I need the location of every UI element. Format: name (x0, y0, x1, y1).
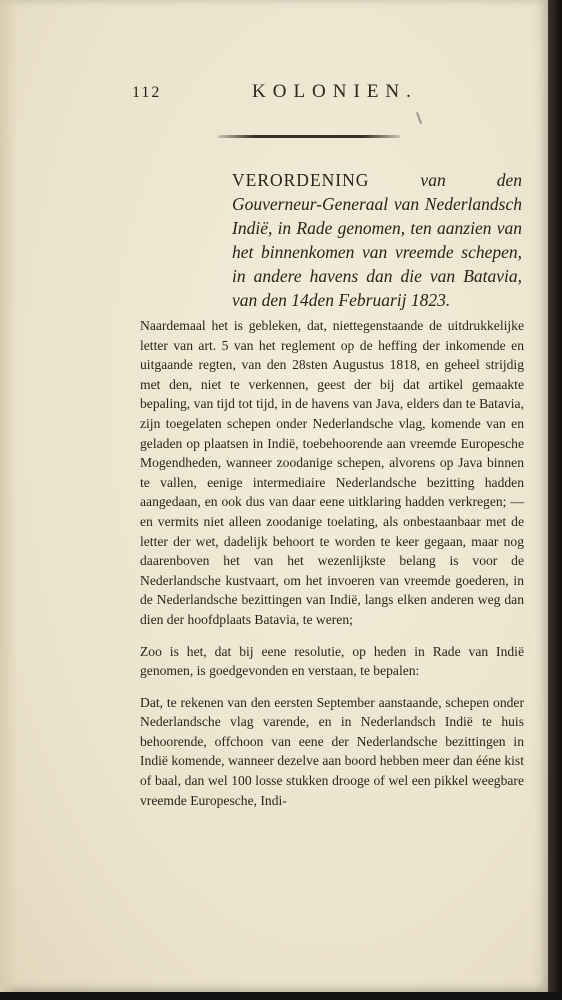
page-header (0, 81, 548, 108)
ordinance-title (232, 168, 522, 312)
ordinance-title-text: van den Gouverneur-Generaal van Nederlandsch Indië, in Rade genomen, ten aanzien van het binnenkomen van vreemde schepen, in andere havens dan die van Batavia, van den 14den Februarij 1823. (232, 170, 522, 310)
body-text (140, 316, 524, 822)
paragraph-3: Dat, te rekenen van den eersten September aanstaande, schepen onder Nederlandsche vlag varende, en in Nederlandsch Indië te huis behoorende, offchoon van eene der Nederlandsche bezittingen in Indië komende, wanneer dezelve aan boord hebben meer dan éénе kist of baal, dan wel 100 losse stukken drooge of wel een pikkel weegbare vreemde Europesche, Indi- (140, 694, 524, 808)
page-binding-shadow (0, 0, 18, 992)
running-title: KOLONIEN. (252, 81, 418, 102)
paragraph-1: Naardemaal het is gebleken, dat, niettegenstaande de uitdrukkelijke letter van art. 5 van het reglement op de heffing der inkomende en uitgaande regten, van den 28sten Augustus 1818, en geheel strijdig met den, niet te verkennen, geest der bij dat artikel gemaakte bepaling, van tijd tot tijd, in de havens van Java, elders dan te Batavia, zijn toegelaten schepen onder Nederlandsche vlag, komende van en geladen op plaatsen in Indië, toebehoorende aan vreemde Europesche Mogendheden, wanneer zoodanige schepen, alvorens op Java binnen te vallen, eenige intermediaire Nederlandsche bezitting hadden aangedaan, en ook dus van daar eene uitklaring hadden verkregen; — en vermits niet alleen zoodanige toelating, als onbestaanbaar met de letter der wet, dadelijk behoort te worden te keer gegaan, maar nog daarenboven het van het wezenlijkste belang is voor de Nederlandsche kustvaart, om het invoeren van vreemde goederen, in de Nederlandsche bezittingen van Indië, langs elken anderen weg dan dien der hoofdplaats Batavia, te weren; (140, 318, 524, 627)
ordinance-title-lead: VERORDENING (232, 170, 370, 190)
page-number: 112 (132, 84, 162, 101)
decorative-rule (218, 135, 400, 138)
book-edge-right (548, 0, 562, 1000)
ink-mark (416, 112, 422, 124)
paragraph-2: Zoo is het, dat bij eene resolutie, op heden in Rade van Indië genomen, is goedgevonden en verstaan, te bepalen: (140, 643, 524, 679)
book-edge-bottom (0, 992, 562, 1000)
